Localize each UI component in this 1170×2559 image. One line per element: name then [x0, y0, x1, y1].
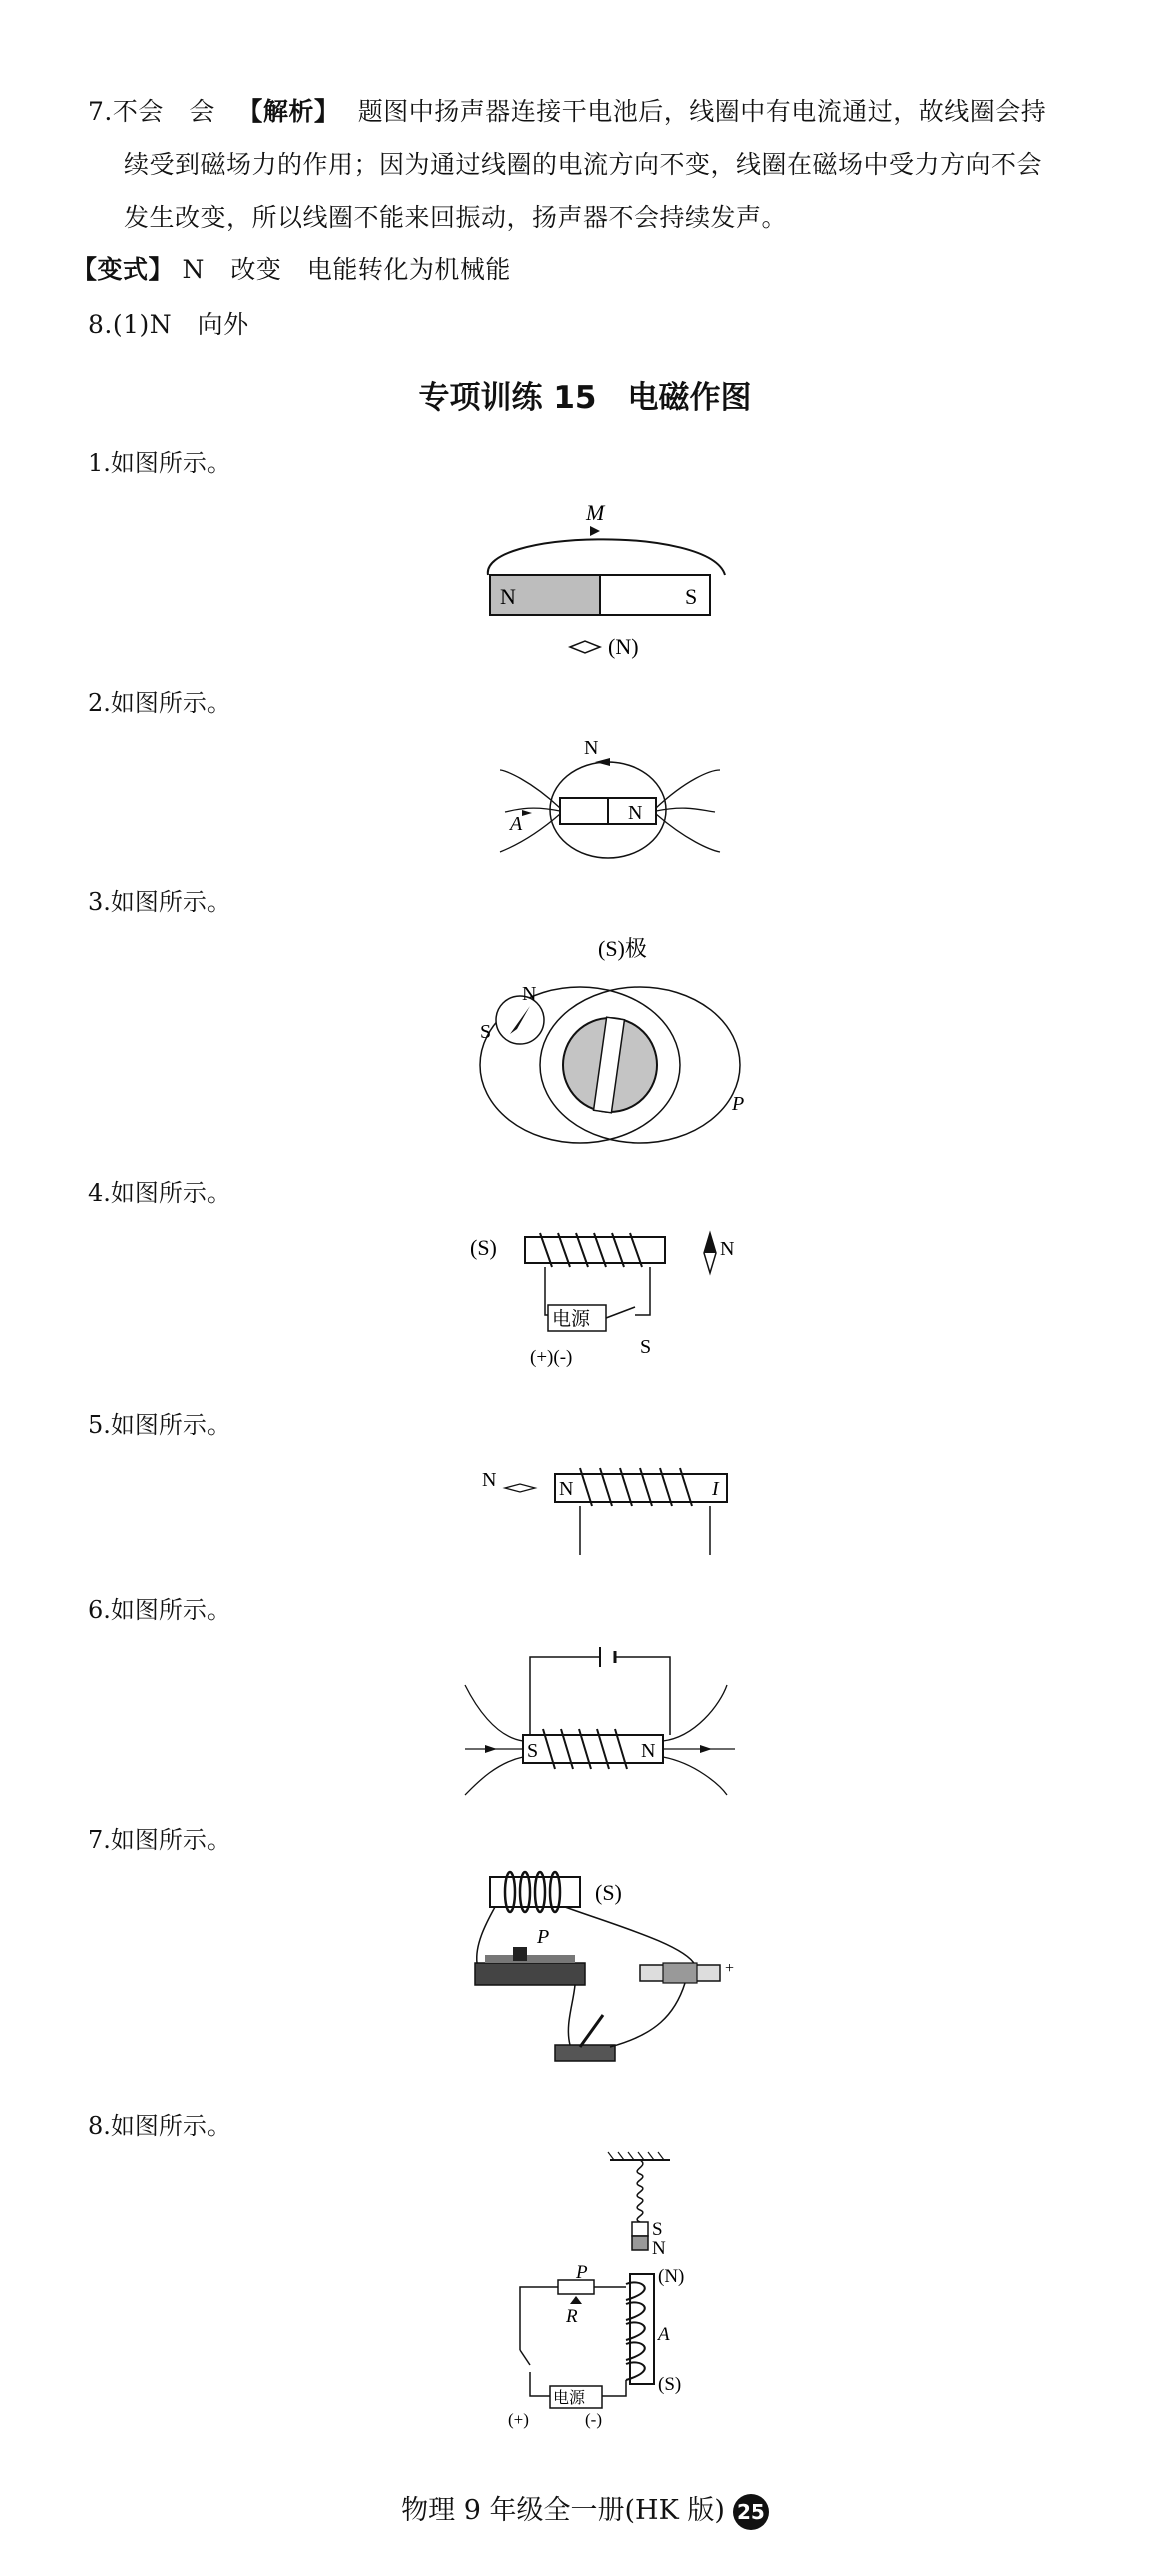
item-4-label: 4.如图所示。 [88, 1179, 231, 1207]
label-s: S [685, 584, 698, 609]
q7-analysis-tag: 【解析】 [237, 97, 340, 126]
polarity-label: (+)(-) [530, 1347, 573, 1368]
compass-needle-icon [570, 641, 600, 653]
figure-4-solenoid-circuit [470, 1225, 750, 1385]
q7-answer: 7.不会 会 [88, 97, 215, 126]
label-n: N [652, 2238, 666, 2259]
label-n-top: N [584, 737, 599, 759]
page-number: 25 [733, 2494, 769, 2530]
figure-2-field-lines [500, 730, 720, 870]
figure-3-disc-magnet [460, 930, 760, 1160]
label-p: P [576, 2262, 588, 2283]
section-title: 专项训练 15 电磁作图 [418, 380, 752, 416]
figure-1-bar-magnet [470, 490, 740, 670]
item-2-label: 2.如图所示。 [88, 689, 231, 717]
variant-text: N 改变 电能转化为机械能 [182, 255, 511, 284]
item-3-label: 3.如图所示。 [88, 888, 231, 916]
answer-s: (S) [470, 1235, 497, 1260]
figure-5-solenoid [480, 1460, 750, 1560]
item-5-label: 5.如图所示。 [88, 1411, 231, 1439]
power-source-label: 电源 [552, 1309, 591, 1330]
footer-text: 物理 9 年级全一册(HK 版) [401, 2495, 725, 2526]
label-n-right: N [628, 802, 643, 824]
compass-needle-icon [505, 1484, 535, 1492]
label-n: N [500, 584, 516, 609]
answer-s: (S) [658, 2374, 682, 2395]
label-n: N [641, 1740, 656, 1762]
q7-analysis-line2: 续受到磁场力的作用；因为通过线圈的电流方向不变，线圈在磁场中受力方向不会 [124, 150, 1043, 179]
label-n-left: N [482, 1469, 497, 1491]
figure-7-rheostat-circuit [455, 1865, 755, 2085]
label-p: P [537, 1926, 550, 1948]
label-a: A [510, 813, 523, 835]
label-a: A [658, 2324, 670, 2345]
power-source-label: 电源 [553, 2390, 586, 2407]
q7-analysis-line3: 发生改变，所以线圈不能来回振动，扬声器不会持续发声。 [124, 203, 788, 232]
label-n-inside: N [559, 1478, 574, 1500]
answer-s: (S) [595, 1880, 622, 1905]
label-i: I [712, 1478, 719, 1500]
label-s: S [527, 1740, 539, 1762]
label-r: R [566, 2306, 578, 2327]
item-7-label: 7.如图所示。 [88, 1826, 231, 1854]
label-n: N [720, 1238, 735, 1260]
variant-tag: 【变式】 [72, 255, 175, 284]
label-s: S [480, 1021, 492, 1043]
svg-text:+: + [725, 1960, 735, 1977]
variant-answer [72, 250, 511, 286]
answer-s-pole: (S)极 [598, 936, 647, 961]
figure-6-electromagnet-field [465, 1645, 755, 1795]
label-minus: (-) [585, 2410, 602, 2429]
answer-q7 [88, 92, 1046, 128]
label-plus: (+) [508, 2410, 529, 2429]
answer-q8: 8.(1)N 向外 [88, 310, 249, 339]
answer-n: (N) [658, 2266, 685, 2287]
answer-n: (N) [608, 634, 639, 659]
label-m: M [586, 500, 605, 525]
q7-analysis-line1: 题图中扬声器连接干电池后，线圈中有电流通过，故线圈会持 [357, 97, 1047, 126]
label-n: N [522, 983, 537, 1005]
page-footer [0, 2488, 1170, 2530]
label-p: P [732, 1093, 745, 1115]
item-6-label: 6.如图所示。 [88, 1596, 231, 1624]
switch-label: S [640, 1336, 652, 1358]
item-1-label: 1.如图所示。 [88, 449, 231, 477]
figure-8-spring-electromagnet [490, 2150, 730, 2430]
item-8-label: 8.如图所示。 [88, 2112, 231, 2140]
label-s: S [652, 2219, 663, 2240]
